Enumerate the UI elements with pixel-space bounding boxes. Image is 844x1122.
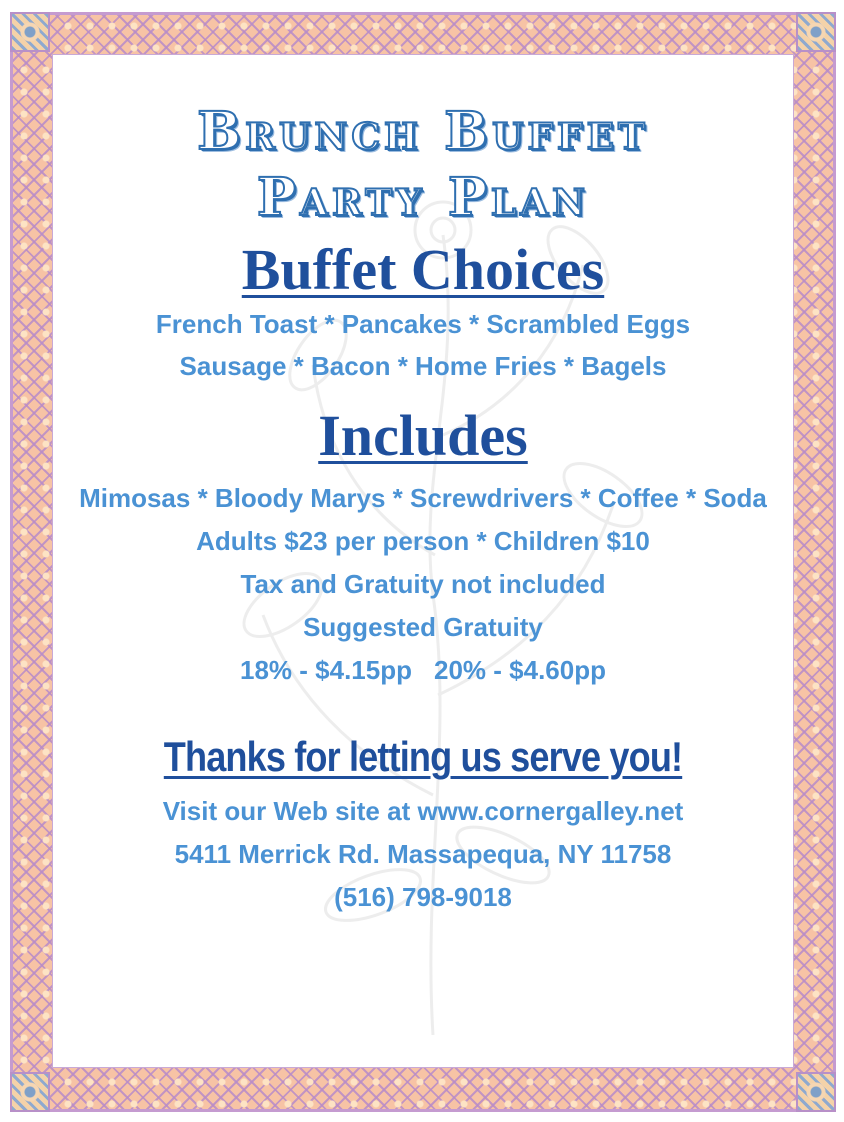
corner-ornament-icon <box>10 12 50 52</box>
gratuity-label: Suggested Gratuity <box>303 612 543 642</box>
includes-list <box>53 469 793 692</box>
headline-line-2: Party Plan <box>256 167 590 228</box>
buffet-items-line-1: French Toast * Pancakes * Scrambled Eggs <box>155 309 691 339</box>
drinks-line: Mimosas * Bloody Marys * Screwdrivers * Coffee * Soda <box>79 483 767 513</box>
flyer-body <box>52 54 794 1068</box>
thanks-message: Thanks for letting us serve you! <box>163 733 683 780</box>
gratuity-20: 20% - $4.60pp <box>434 655 606 685</box>
gratuity-18: 18% - $4.15pp <box>240 655 412 685</box>
address-line: 5411 Merrick Rd. Massapequa, NY 11758 <box>174 839 672 869</box>
tax-note: Tax and Gratuity not included <box>240 569 606 599</box>
gratuity-options <box>53 649 793 692</box>
phone-line: (516) 798-9018 <box>334 882 512 912</box>
corner-ornament-icon <box>796 12 836 52</box>
headline-line-1: Brunch Buffet <box>197 101 649 162</box>
corner-ornament-icon <box>796 1072 836 1112</box>
website-line[interactable]: Visit our Web site at www.cornergalley.net <box>162 796 684 826</box>
includes-title: Includes <box>318 403 528 468</box>
flyer-content <box>53 55 793 919</box>
contact-info <box>53 790 793 919</box>
buffet-items-line-2: Sausage * Bacon * Home Fries * Bagels <box>179 351 667 381</box>
price-line: Adults $23 per person * Children $10 <box>196 526 650 556</box>
buffet-choices-title: Buffet Choices <box>241 237 605 302</box>
corner-ornament-icon <box>10 1072 50 1112</box>
